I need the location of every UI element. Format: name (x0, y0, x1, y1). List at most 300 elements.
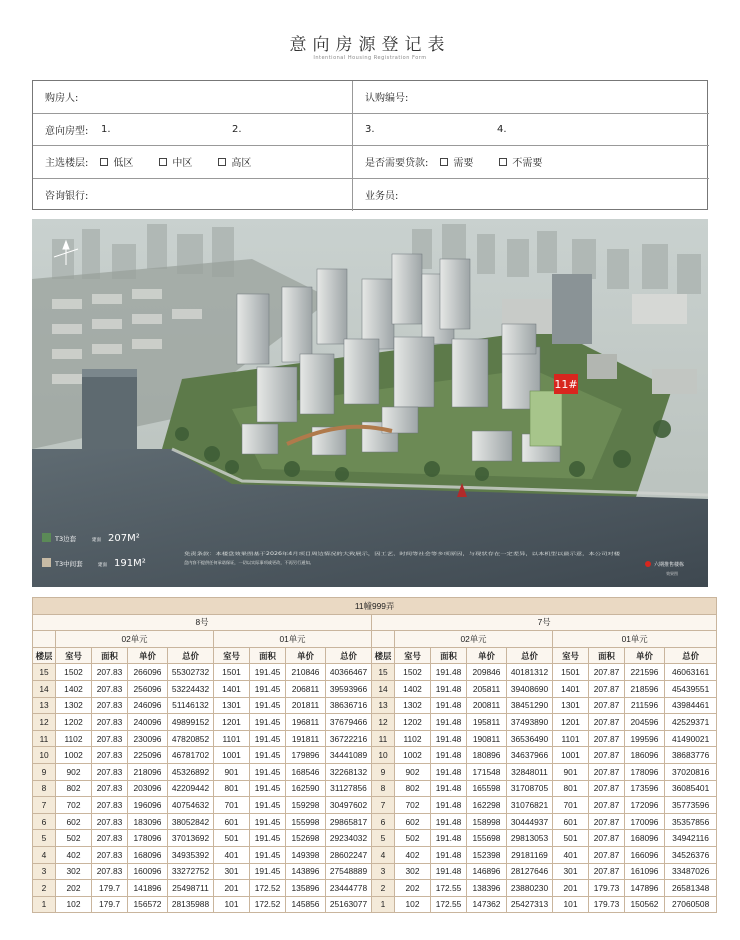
floor-option-mid[interactable] (159, 154, 192, 169)
table-body (33, 664, 717, 913)
legend-swatch-2 (42, 558, 51, 567)
floor-cell: 10 (33, 747, 56, 764)
table-row (33, 896, 717, 913)
buyer-label: 购房人: (45, 93, 79, 105)
floor-label: 主选楼层: (45, 158, 89, 170)
form-row-floor (33, 146, 709, 179)
table-cell: 35773596 (665, 797, 717, 814)
table-cell: 702 (395, 797, 431, 814)
table-cell: 147362 (467, 896, 507, 913)
table-row (33, 880, 717, 897)
table-cell: 207.87 (589, 863, 625, 880)
table-cell: 42209442 (168, 780, 214, 797)
form-row-buyer (33, 81, 709, 114)
table-cell: 1002 (56, 747, 92, 764)
table-cell: 207.87 (589, 797, 625, 814)
type-option-4[interactable]: 4. (497, 123, 507, 135)
legend-1-value: 207M² (108, 533, 140, 544)
table-cell: 168096 (625, 830, 665, 847)
table-cell: 1402 (395, 680, 431, 697)
table-cell: 205811 (467, 680, 507, 697)
table-cell: 171548 (467, 763, 507, 780)
table-cell: 46781702 (168, 747, 214, 764)
table-cell: 207.83 (92, 780, 128, 797)
table-cell: 39593966 (326, 680, 372, 697)
table-cell: 199596 (625, 730, 665, 747)
building-7: 7号 (372, 614, 717, 631)
column-header: 单价 (625, 647, 665, 664)
table-cell: 191.48 (431, 813, 467, 830)
table-cell: 191.45 (250, 697, 286, 714)
column-header: 室号 (56, 647, 92, 664)
table-cell: 191.48 (431, 747, 467, 764)
bank-field[interactable] (45, 179, 88, 212)
table-cell: 179.73 (589, 896, 625, 913)
table-cell: 178096 (625, 763, 665, 780)
table-cell: 401 (214, 846, 250, 863)
table-cell: 34637966 (507, 747, 553, 764)
column-header: 面积 (589, 647, 625, 664)
table-cell: 162298 (467, 797, 507, 814)
table-cell: 207.83 (92, 830, 128, 847)
loan-option-no-label: 不需要 (512, 158, 543, 170)
table-cell: 31076821 (507, 797, 553, 814)
floor-cell: 5 (33, 830, 56, 847)
table-cell: 42529371 (665, 714, 717, 731)
loan-group (365, 146, 542, 178)
table-cell: 302 (395, 863, 431, 880)
table-cell: 1302 (395, 697, 431, 714)
table-cell: 191.48 (431, 714, 467, 731)
table-cell: 1301 (214, 697, 250, 714)
loan-option-no[interactable] (499, 154, 542, 169)
table-cell: 32268132 (326, 763, 372, 780)
building-11-highlight (530, 391, 562, 446)
table-cell: 701 (553, 797, 589, 814)
table-cell: 201 (214, 880, 250, 897)
table-cell: 301 (553, 863, 589, 880)
table-cell: 27060508 (665, 896, 717, 913)
table-cell: 256096 (128, 680, 168, 697)
subscription-label: 认购编号: (365, 93, 409, 105)
checkbox-icon[interactable] (499, 158, 507, 166)
table-cell: 207.87 (589, 664, 625, 681)
table-cell: 1002 (395, 747, 431, 764)
table-cell: 701 (214, 797, 250, 814)
column-header: 室号 (214, 647, 250, 664)
table-cell: 29865817 (326, 813, 372, 830)
table-cell: 191.45 (250, 780, 286, 797)
table-cell: 602 (56, 813, 92, 830)
left-office-tower (82, 369, 137, 449)
table-cell: 1001 (553, 747, 589, 764)
type-option-1[interactable]: 1. (101, 123, 111, 135)
table-cell: 179.73 (589, 880, 625, 897)
table-cell: 155698 (467, 830, 507, 847)
table-cell: 901 (553, 763, 589, 780)
table-cell: 150562 (625, 896, 665, 913)
table-cell: 221596 (625, 664, 665, 681)
table-row (33, 846, 717, 863)
table-cell: 201 (553, 880, 589, 897)
table-cell: 179.7 (92, 880, 128, 897)
building-row (33, 614, 717, 631)
table-cell: 191.48 (431, 664, 467, 681)
table-row (33, 830, 717, 847)
table-cell: 1101 (553, 730, 589, 747)
column-header: 总价 (665, 647, 717, 664)
table-cell: 207.83 (92, 680, 128, 697)
table-cell: 200811 (467, 697, 507, 714)
column-header: 面积 (250, 647, 286, 664)
table-cell: 23880230 (507, 880, 553, 897)
table-cell: 165598 (467, 780, 507, 797)
table-cell: 45326892 (168, 763, 214, 780)
table-cell: 502 (56, 830, 92, 847)
unit-row (33, 631, 717, 648)
table-cell: 501 (553, 830, 589, 847)
table-row (33, 813, 717, 830)
table-cell: 1202 (56, 714, 92, 731)
table-cell: 141896 (128, 880, 168, 897)
table-cell: 502 (395, 830, 431, 847)
table-cell: 201811 (286, 697, 326, 714)
table-cell: 1302 (56, 697, 92, 714)
table-cell: 178096 (128, 830, 168, 847)
badge-dot-icon (645, 561, 651, 567)
table-cell: 152698 (286, 830, 326, 847)
table-cell: 207.83 (92, 846, 128, 863)
table-cell: 27548889 (326, 863, 372, 880)
table-cell: 45439551 (665, 680, 717, 697)
floor-cell: 6 (33, 813, 56, 830)
table-cell: 1102 (395, 730, 431, 747)
table-cell: 202 (395, 880, 431, 897)
table-cell: 179.7 (92, 896, 128, 913)
column-header: 面积 (92, 647, 128, 664)
table-cell: 25427313 (507, 896, 553, 913)
legend-2-mid: 建面 (98, 563, 107, 568)
loan-option-yes[interactable] (440, 154, 473, 169)
table-cell: 191.48 (431, 797, 467, 814)
table-cell: 159298 (286, 797, 326, 814)
right-tower (552, 274, 592, 344)
loan-option-yes-label: 需要 (453, 158, 474, 170)
table-cell: 206811 (286, 680, 326, 697)
table-cell: 191.45 (250, 730, 286, 747)
type-option-3[interactable]: 3. (365, 123, 375, 135)
bank-label: 咨询银行: (45, 191, 89, 203)
table-cell: 230096 (128, 730, 168, 747)
table-row (33, 697, 717, 714)
legend-2-prefix: T3中间套 (55, 560, 83, 568)
column-header: 总价 (507, 647, 553, 664)
checkbox-icon[interactable] (440, 158, 448, 166)
table-cell: 191.45 (250, 797, 286, 814)
table-cell: 225096 (128, 747, 168, 764)
table-cell: 32848011 (507, 763, 553, 780)
table-cell: 191.48 (431, 697, 467, 714)
floor-cell: 11 (33, 730, 56, 747)
table-cell: 149398 (286, 846, 326, 863)
table-cell: 191.48 (431, 846, 467, 863)
table-cell: 207.83 (92, 714, 128, 731)
table-cell: 183096 (128, 813, 168, 830)
checkbox-icon[interactable] (159, 158, 167, 166)
table-cell: 49899152 (168, 714, 214, 731)
table-cell: 25163077 (326, 896, 372, 913)
table-cell: 33487026 (665, 863, 717, 880)
building-8: 8号 (33, 614, 372, 631)
table-cell: 402 (56, 846, 92, 863)
table-cell: 195811 (467, 714, 507, 731)
table-cell: 207.87 (589, 680, 625, 697)
table-cell: 186096 (625, 747, 665, 764)
form-row-type (33, 114, 709, 147)
table-cell: 1401 (553, 680, 589, 697)
floor-cell: 12 (372, 714, 395, 731)
table-cell: 172.52 (250, 896, 286, 913)
table-cell: 1501 (214, 664, 250, 681)
table-cell: 26581348 (665, 880, 717, 897)
table-cell: 36085401 (665, 780, 717, 797)
table-cell: 191.48 (431, 863, 467, 880)
table-cell: 240096 (128, 714, 168, 731)
table-cell: 170096 (625, 813, 665, 830)
table-cell: 47820852 (168, 730, 214, 747)
table-cell: 207.87 (589, 747, 625, 764)
column-header: 楼层 (372, 647, 395, 664)
table-cell: 179896 (286, 747, 326, 764)
table-cell: 34526376 (665, 846, 717, 863)
badge-label: 六期推售楼栋 (654, 562, 685, 568)
floor-cell: 5 (372, 830, 395, 847)
table-cell: 209846 (467, 664, 507, 681)
table-cell: 191811 (286, 730, 326, 747)
floor-cell: 14 (33, 680, 56, 697)
table-row (33, 714, 717, 731)
table-cell: 207.83 (92, 863, 128, 880)
table-cell: 191.48 (431, 730, 467, 747)
table-cell: 1301 (553, 697, 589, 714)
floor-cell: 6 (372, 813, 395, 830)
floor-cell: 15 (372, 664, 395, 681)
floor-option-high[interactable] (218, 154, 251, 169)
table-cell: 38052842 (168, 813, 214, 830)
agent-label: 业务员: (365, 191, 399, 203)
table-cell: 207.83 (92, 664, 128, 681)
table-cell: 207.87 (589, 846, 625, 863)
unit-8-02: 02单元 (56, 631, 214, 648)
intended-type-label: 意向房型: (45, 125, 89, 137)
subscription-field[interactable] (365, 81, 408, 113)
table-cell: 102 (56, 896, 92, 913)
table-cell: 37679466 (326, 714, 372, 731)
table-cell: 40754632 (168, 797, 214, 814)
table-cell: 601 (214, 813, 250, 830)
table-cell: 158998 (467, 813, 507, 830)
table-cell: 801 (553, 780, 589, 797)
table-cell: 191.48 (431, 680, 467, 697)
table-cell: 40181312 (507, 664, 553, 681)
floor-cell: 7 (33, 797, 56, 814)
table-cell: 191.45 (250, 863, 286, 880)
table-cell: 207.83 (92, 813, 128, 830)
table-row (33, 797, 717, 814)
table-cell: 173596 (625, 780, 665, 797)
table-cell: 39408690 (507, 680, 553, 697)
table-cell: 1502 (56, 664, 92, 681)
table-title: 11幢999弄 (33, 598, 717, 615)
floor-option-low[interactable] (100, 154, 133, 169)
table-cell: 41490021 (665, 730, 717, 747)
legend-1-prefix: T3边套 (55, 535, 77, 543)
table-cell: 1401 (214, 680, 250, 697)
table-cell: 161096 (625, 863, 665, 880)
table-cell: 38636716 (326, 697, 372, 714)
table-cell: 1202 (395, 714, 431, 731)
table-cell: 301 (214, 863, 250, 880)
table-cell: 203096 (128, 780, 168, 797)
table-cell: 168096 (128, 846, 168, 863)
table-cell: 146896 (467, 863, 507, 880)
floor-cell: 3 (372, 863, 395, 880)
unit-7-02: 02单元 (395, 631, 553, 648)
column-header: 楼层 (33, 647, 56, 664)
table-cell: 28602247 (326, 846, 372, 863)
loan-label: 是否需要贷款: (365, 158, 429, 170)
table-cell: 802 (56, 780, 92, 797)
table-cell: 155998 (286, 813, 326, 830)
table-cell: 162590 (286, 780, 326, 797)
table-cell: 1402 (56, 680, 92, 697)
table-cell: 160096 (128, 863, 168, 880)
floor-cell: 8 (372, 780, 395, 797)
column-header: 单价 (286, 647, 326, 664)
floor-option-low-label: 低区 (113, 158, 134, 170)
table-cell: 1501 (553, 664, 589, 681)
table-cell: 29234032 (326, 830, 372, 847)
table-cell: 28127646 (507, 863, 553, 880)
table-cell: 266096 (128, 664, 168, 681)
table-cell: 191.45 (250, 664, 286, 681)
page-subtitle: Intentional Housing Registration Form (313, 55, 427, 61)
table-cell: 30444937 (507, 813, 553, 830)
floor-cell: 9 (33, 763, 56, 780)
table-cell: 207.87 (589, 763, 625, 780)
type-option-2[interactable]: 2. (232, 123, 242, 135)
table-cell: 28135988 (168, 896, 214, 913)
agent-field[interactable] (365, 179, 398, 212)
table-cell: 191.45 (250, 747, 286, 764)
table-cell: 37013692 (168, 830, 214, 847)
table-row (33, 863, 717, 880)
table-row (33, 763, 717, 780)
floor-cell: 8 (33, 780, 56, 797)
floor-cell: 12 (33, 714, 56, 731)
table-cell: 207.87 (589, 830, 625, 847)
checkbox-icon[interactable] (100, 158, 108, 166)
floor-cell: 1 (372, 896, 395, 913)
table-cell: 156572 (128, 896, 168, 913)
table-cell: 29813053 (507, 830, 553, 847)
table-cell: 135896 (286, 880, 326, 897)
table-cell: 180896 (467, 747, 507, 764)
registration-form (32, 80, 708, 210)
floor-option-mid-label: 中区 (172, 158, 193, 170)
table-cell: 33272752 (168, 863, 214, 880)
floor-cell: 4 (33, 846, 56, 863)
table-title-row (33, 598, 717, 615)
table-cell: 207.83 (92, 797, 128, 814)
table-cell: 902 (395, 763, 431, 780)
table-cell: 901 (214, 763, 250, 780)
table-cell: 34441089 (326, 747, 372, 764)
form-row-bank (33, 179, 709, 212)
table-cell: 36722216 (326, 730, 372, 747)
table-cell: 207.83 (92, 730, 128, 747)
aerial-rendering (32, 219, 708, 587)
table-cell: 1502 (395, 664, 431, 681)
floor-cell: 1 (33, 896, 56, 913)
table-cell: 401 (553, 846, 589, 863)
price-table (32, 597, 717, 913)
table-cell: 191.48 (431, 780, 467, 797)
floor-cell: 10 (372, 747, 395, 764)
column-header: 室号 (395, 647, 431, 664)
table-cell: 191.45 (250, 714, 286, 731)
floor-cell: 11 (372, 730, 395, 747)
table-cell: 37493890 (507, 714, 553, 731)
table-cell: 172.52 (250, 880, 286, 897)
table-cell: 211596 (625, 697, 665, 714)
table-cell: 38451290 (507, 697, 553, 714)
table-cell: 207.87 (589, 813, 625, 830)
floor-option-high-label: 高区 (231, 158, 252, 170)
table-cell: 25498711 (168, 880, 214, 897)
table-cell: 210846 (286, 664, 326, 681)
buyer-field[interactable] (45, 81, 78, 113)
floor-group (45, 146, 251, 178)
table-cell: 196096 (128, 797, 168, 814)
column-header: 室号 (553, 647, 589, 664)
floor-cell: 2 (372, 880, 395, 897)
unit-7-01: 01单元 (553, 631, 717, 648)
table-cell: 147896 (625, 880, 665, 897)
table-cell: 601 (553, 813, 589, 830)
checkbox-icon[interactable] (218, 158, 226, 166)
table-cell: 55302732 (168, 664, 214, 681)
legend-1-mid: 建面 (92, 538, 101, 543)
table-cell: 218596 (625, 680, 665, 697)
table-cell: 1201 (553, 714, 589, 731)
table-cell: 207.87 (589, 780, 625, 797)
table-cell: 207.87 (589, 730, 625, 747)
table-cell: 53224432 (168, 680, 214, 697)
page-title: 意向房源登记表 (289, 35, 451, 55)
table-cell: 51146132 (168, 697, 214, 714)
column-header: 总价 (326, 647, 372, 664)
table-row (33, 730, 717, 747)
table-cell: 35357856 (665, 813, 717, 830)
column-header: 面积 (431, 647, 467, 664)
table-cell: 602 (395, 813, 431, 830)
table-cell: 702 (56, 797, 92, 814)
table-cell: 34942116 (665, 830, 717, 847)
disclaimer-line-2: 盘内容不提供任何承诺保证，一切以实际事项或更改，不再另行通知。 (184, 560, 314, 565)
table-cell: 207.87 (589, 697, 625, 714)
table-cell: 36536490 (507, 730, 553, 747)
